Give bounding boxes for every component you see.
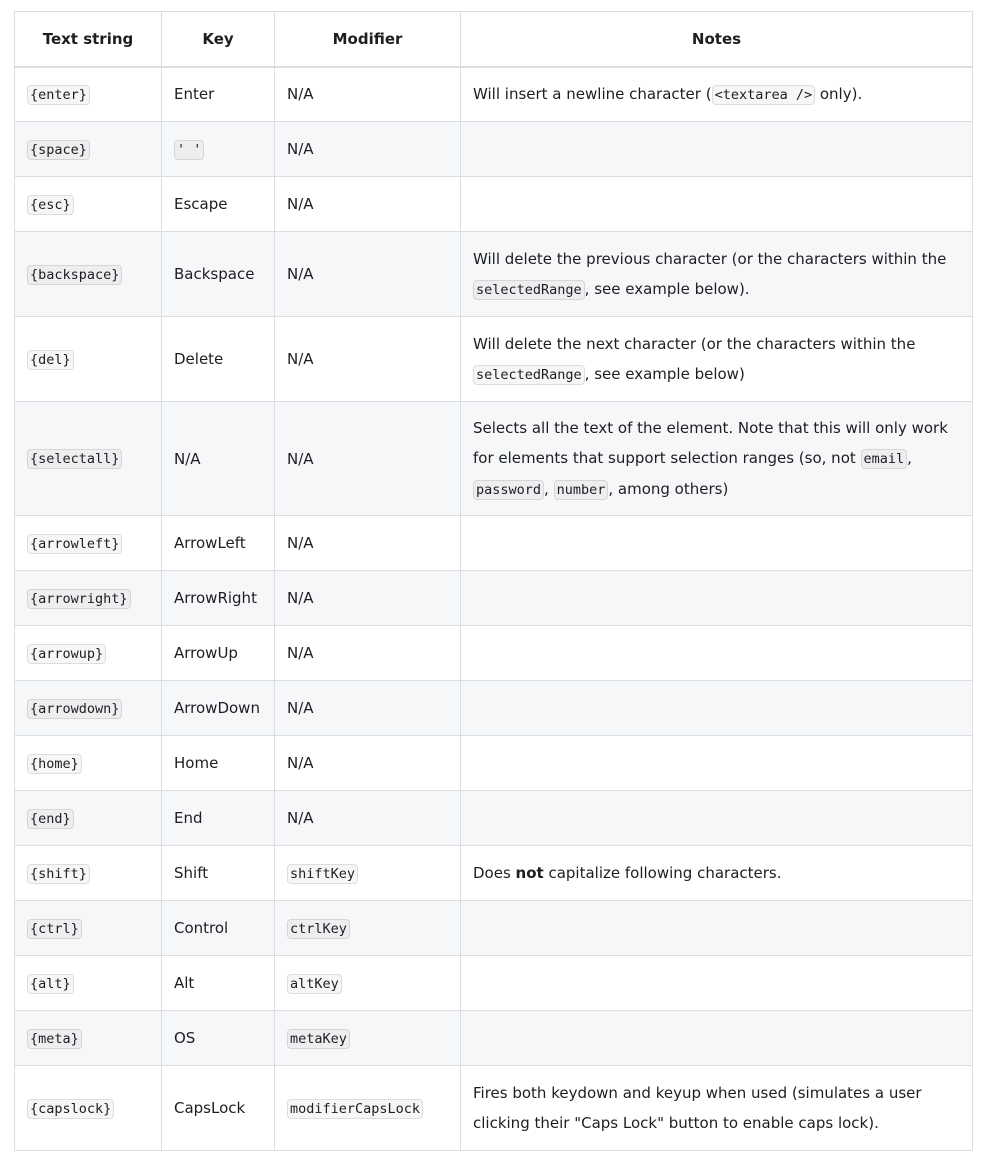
notes-cell	[461, 1066, 973, 1151]
table-row	[15, 626, 973, 681]
text-string-code: {arrowup}	[27, 644, 106, 664]
key-code: ' '	[174, 140, 204, 160]
notes-text: Will insert a newline character (	[473, 84, 712, 103]
notes-code: selectedRange	[473, 365, 585, 385]
table-row	[15, 1066, 973, 1151]
text-string-code: {shift}	[27, 864, 90, 884]
notes-code: password	[473, 480, 544, 500]
notes-cell	[461, 516, 973, 571]
key-cell: ArrowRight	[162, 571, 275, 626]
text-string-cell	[15, 956, 162, 1011]
key-cell: Shift	[162, 846, 275, 901]
notes-cell	[461, 791, 973, 846]
text-string-cell	[15, 626, 162, 681]
notes-code: email	[861, 449, 908, 469]
notes-cell	[461, 122, 973, 177]
modifier-cell: N/A	[275, 791, 461, 846]
key-cell: Backspace	[162, 232, 275, 317]
key-cell: N/A	[162, 402, 275, 516]
notes-code: <textarea />	[712, 85, 816, 105]
text-string-code: {backspace}	[27, 265, 122, 285]
notes-cell	[461, 402, 973, 516]
notes-cell	[461, 67, 973, 122]
notes-text: only).	[815, 84, 863, 103]
header-key: Key	[162, 12, 275, 67]
modifier-cell	[275, 901, 461, 956]
key-cell: Home	[162, 736, 275, 791]
table-row	[15, 177, 973, 232]
modifier-cell: N/A	[275, 516, 461, 571]
text-string-cell	[15, 1066, 162, 1151]
table-row	[15, 846, 973, 901]
text-string-code: {home}	[27, 754, 82, 774]
text-string-cell	[15, 791, 162, 846]
notes-text: capitalize following characters.	[543, 864, 782, 882]
modifier-cell: N/A	[275, 626, 461, 681]
text-string-code: {arrowleft}	[27, 534, 122, 554]
text-string-cell	[15, 571, 162, 626]
notes-cell	[461, 1011, 973, 1066]
table-row	[15, 901, 973, 956]
notes-text: Does	[473, 864, 516, 882]
notes-cell	[461, 901, 973, 956]
table-row	[15, 232, 973, 317]
modifier-cell	[275, 1066, 461, 1151]
notes-cell	[461, 317, 973, 402]
text-string-cell	[15, 681, 162, 736]
table-row	[15, 736, 973, 791]
notes-cell	[461, 626, 973, 681]
modifier-code: metaKey	[287, 1029, 350, 1049]
table-row	[15, 681, 973, 736]
table-row	[15, 317, 973, 402]
text-string-code: {ctrl}	[27, 919, 82, 939]
text-string-code: {del}	[27, 350, 74, 370]
modifier-cell: N/A	[275, 232, 461, 317]
table-row	[15, 571, 973, 626]
key-cell: Enter	[162, 67, 275, 122]
text-string-cell	[15, 317, 162, 402]
notes-text: , among others)	[608, 479, 729, 498]
table-row	[15, 791, 973, 846]
text-string-cell	[15, 122, 162, 177]
key-cell: CapsLock	[162, 1066, 275, 1151]
text-string-cell	[15, 402, 162, 516]
keys-table-container	[14, 11, 972, 1151]
table-row	[15, 122, 973, 177]
text-string-cell	[15, 736, 162, 791]
notes-text: ,	[907, 448, 912, 467]
table-row	[15, 402, 973, 516]
notes-cell	[461, 177, 973, 232]
key-cell: ArrowLeft	[162, 516, 275, 571]
key-cell	[162, 122, 275, 177]
modifier-cell: N/A	[275, 736, 461, 791]
text-string-code: {enter}	[27, 85, 90, 105]
key-cell: Escape	[162, 177, 275, 232]
text-string-cell	[15, 177, 162, 232]
text-string-code: {space}	[27, 140, 90, 160]
table-row	[15, 1011, 973, 1066]
table-row	[15, 516, 973, 571]
notes-code: selectedRange	[473, 280, 585, 300]
header-modifier: Modifier	[275, 12, 461, 67]
keys-table	[14, 11, 973, 1151]
text-string-cell	[15, 901, 162, 956]
notes-cell	[461, 232, 973, 317]
key-cell: ArrowDown	[162, 681, 275, 736]
notes-code: number	[554, 480, 609, 500]
notes-text: , see example below)	[584, 364, 745, 383]
text-string-code: {meta}	[27, 1029, 82, 1049]
modifier-cell: N/A	[275, 317, 461, 402]
text-string-code: {capslock}	[27, 1099, 114, 1119]
notes-bold: not	[515, 864, 544, 882]
text-string-cell	[15, 846, 162, 901]
modifier-code: altKey	[287, 974, 342, 994]
modifier-cell: N/A	[275, 122, 461, 177]
notes-text: Fires both keydown and keyup when used (simulates a user clicking their "Caps Lock" button to enable caps lock).	[473, 1084, 922, 1132]
text-string-code: {end}	[27, 809, 74, 829]
table-header-row	[15, 12, 973, 67]
key-cell: Delete	[162, 317, 275, 402]
text-string-code: {arrowright}	[27, 589, 131, 609]
text-string-code: {alt}	[27, 974, 74, 994]
notes-text: Will delete the previous character (or the characters within the	[473, 249, 947, 268]
modifier-cell: N/A	[275, 67, 461, 122]
modifier-code: shiftKey	[287, 864, 358, 884]
header-text-string: Text string	[15, 12, 162, 67]
modifier-cell: N/A	[275, 402, 461, 516]
notes-cell	[461, 846, 973, 901]
notes-cell	[461, 736, 973, 791]
key-cell: Control	[162, 901, 275, 956]
notes-text: Selects all the text of the element. Note that this will only work for elements that support selection ranges (so, not	[473, 418, 948, 467]
modifier-cell: N/A	[275, 681, 461, 736]
notes-cell	[461, 571, 973, 626]
modifier-code: ctrlKey	[287, 919, 350, 939]
notes-text: Will delete the next character (or the characters within the	[473, 334, 916, 353]
modifier-cell	[275, 846, 461, 901]
table-row	[15, 67, 973, 122]
notes-text: , see example below).	[584, 279, 750, 298]
modifier-cell: N/A	[275, 177, 461, 232]
table-row	[15, 956, 973, 1011]
notes-cell	[461, 681, 973, 736]
key-cell: OS	[162, 1011, 275, 1066]
key-cell: ArrowUp	[162, 626, 275, 681]
text-string-cell	[15, 1011, 162, 1066]
notes-text: ,	[544, 479, 554, 498]
modifier-code: modifierCapsLock	[287, 1099, 423, 1119]
text-string-code: {selectall}	[27, 449, 122, 469]
text-string-cell	[15, 67, 162, 122]
key-cell: End	[162, 791, 275, 846]
text-string-cell	[15, 232, 162, 317]
text-string-cell	[15, 516, 162, 571]
modifier-cell	[275, 1011, 461, 1066]
modifier-cell	[275, 956, 461, 1011]
notes-cell	[461, 956, 973, 1011]
modifier-cell: N/A	[275, 571, 461, 626]
key-cell: Alt	[162, 956, 275, 1011]
header-notes: Notes	[461, 12, 973, 67]
text-string-code: {arrowdown}	[27, 699, 122, 719]
text-string-code: {esc}	[27, 195, 74, 215]
